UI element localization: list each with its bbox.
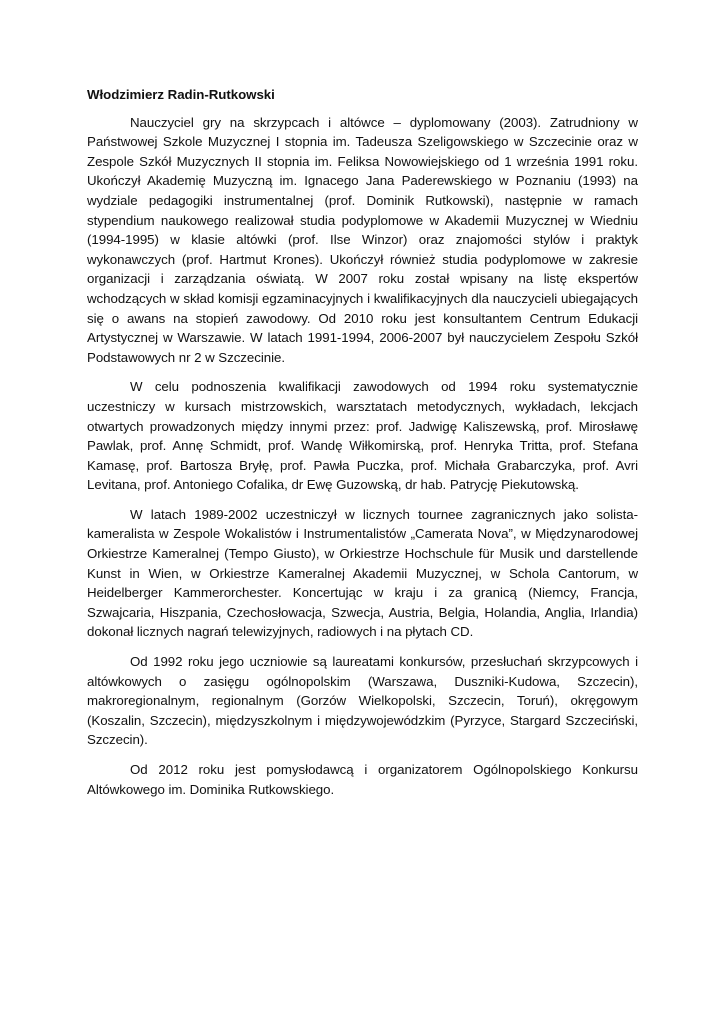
document-body bbox=[87, 85, 638, 809]
paragraph-career: Nauczyciel gry na skrzypcach i altówce – dyplomowany (2003). Zatrudniony w Państwowej Szkole Muzycznej I stopnia im. Tadeusza Szeligowskiego w Szczecinie oraz w Zespole Szkół Muzycznych II stopnia im. Feliksa Nowowiejskiego od 1 września 1991 roku. Ukończył Akademię Muzyczną im. Ignacego Jana Paderewskiego w Poznaniu (1993) na wydziale pedagogiki instrumentalnej (prof. Dominik Rutkowski), następnie w ramach stypendium naukowego realizował studia podyplomowe w Akademii Muzycznej w Wiedniu (1994-1995) w klasie altówki (prof. Ilse Winzor) oraz znajomości stylów i praktyk wykonawczych (prof. Hartmut Krones). Ukończył również studia podyplomowe w zakresie organizacji i zarządzania oświatą. W 2007 roku został wpisany na listę ekspertów wchodzących w skład komisji egzaminacyjnych i kwalifikacyjnych dla nauczycieli ubiegających się o awans na stopień zawodowy. Od 2010 roku jest konsultantem Centrum Edukacji Artystycznej w Warszawie. W latach 1991-1994, 2006-2007 był nauczycielem Zespołu Szkół Podstawowych nr 2 w Szczecinie. bbox=[87, 114, 638, 365]
page-title: Włodzimierz Radin-Rutkowski bbox=[87, 87, 275, 102]
paragraph-qualifications: W celu podnoszenia kwalifikacji zawodowych od 1994 roku systematycznie uczestniczy w kursach mistrzowskich, warsztatach metodycznych, wykładach, lekcjach otwartych prowadzonych między innymi przez: prof. Jadwigę Kaliszewską, prof. Mirosławę Pawlak, prof. Annę Schmidt, prof. Wandę Wiłkomirską, prof. Henryka Tritta, prof. Stefana Kamasę, prof. Bartosza Bryłę, prof. Pawła Puczka, prof. Michała Grabarczyka, prof. Avri Levitana, prof. Antoniego Cofalika, dr Ewę Guzowską, dr hab. Patrycję Piekutowską. bbox=[87, 379, 638, 493]
paragraph-competition: Od 2012 roku jest pomysłodawcą i organizatorem Ogólnopolskiego Konkursu Altówkowego im. Dominika Rutkowskiego. bbox=[87, 762, 638, 797]
paragraph-concerts: W latach 1989-2002 uczestniczył w licznych tournee zagranicznych jako solista-kameralista w Zespole Wokalistów i Instrumentalistów „Camerata Nova”, w Międzynarodowej Orkiestrze Kameralnej (Tempo Giusto), w Orkiestrze Hochschule für Musik und darstellende Kunst in Wien, w Orkiestrze Kameralnej Akademii Muzycznej, w Schola Cantorum, w Heidelberger Kammerorchester. Koncertując w kraju i za granicą (Niemcy, Francja, Szwajcaria, Hiszpania, Czechosłowacja, Szwecja, Austria, Belgia, Holandia, Anglia, Irlandia) dokonał licznych nagrań telewizyjnych, radiowych i na płytach CD. bbox=[87, 506, 638, 640]
paragraph-students: Od 1992 roku jego uczniowie są laureatami konkursów, przesłuchań skrzypcowych i altówkowych o zasięgu ogólnopolskim (Warszawa, Duszniki-Kudowa, Szczecin), makroregionalnym, regionalnym (Gorzów Wielkopolski, Szczecin, Toruń), okręgowym (Koszalin, Szczecin), międzyszkolnym i międzywojewódzkim (Pyrzyce, Stargard Szczeciński, Szczecin). bbox=[87, 654, 638, 748]
